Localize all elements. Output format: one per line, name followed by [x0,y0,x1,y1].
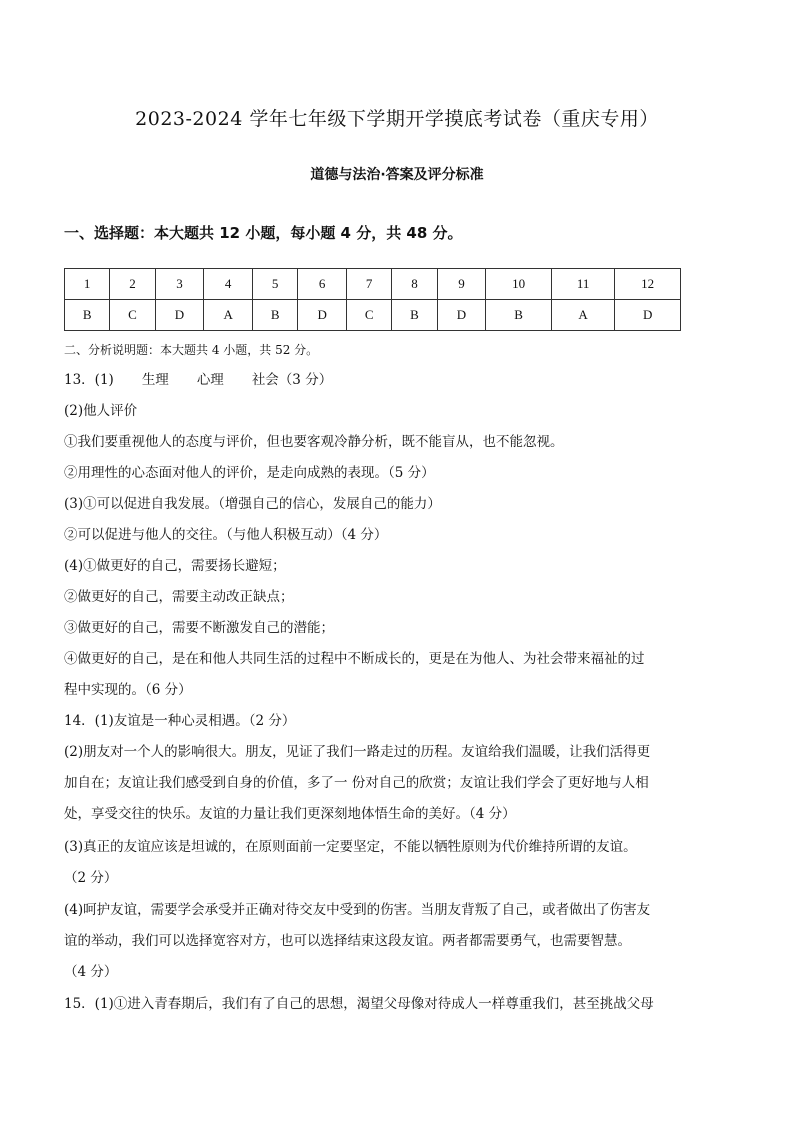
section-1-heading: 一、选择题：本大题共 12 小题，每小题 4 分，共 48 分。 [64,224,463,242]
question-number-cell: 9 [437,269,486,300]
table-row-numbers [65,269,681,300]
q14-part2-line: 处，享受交往的快乐。友谊的力量让我们更深刻地体悟生命的美好。（4 分） [64,806,516,822]
answer-cell: A [204,300,253,331]
answer-cell: B [486,300,552,331]
q13-part4-line: (4)①做更好的自己，需要扬长避短； [64,558,286,574]
answer-cell: B [253,300,298,331]
question-number-cell: 11 [551,269,614,300]
answer-table [64,268,681,331]
q13-part2-line: ②用理性的心态面对他人的评价，是走向成熟的表现。（5 分） [64,465,435,481]
section-2-heading: 二、分析说明题：本大题共 4 小题，共 52 分。 [64,343,319,357]
q13-answer-b: 心理 [196,372,224,388]
q13-label: 13．(1) [64,372,114,388]
answer-cell: C [110,300,155,331]
q13-part4-line: ③做更好的自己，需要不断激发自己的潜能； [64,620,334,636]
question-number-cell: 4 [204,269,253,300]
page-title: 2023-2024 学年七年级下学期开学摸底考试卷（重庆专用） [135,108,659,130]
page-subtitle: 道德与法治·答案及评分标准 [310,167,484,183]
question-number-cell: 10 [486,269,552,300]
question-number-cell: 7 [347,269,392,300]
q14-part4-line: 谊的举动，我们可以选择宽容对方，也可以选择结束这段友谊。两者都需要勇气，也需要智慧。 [64,933,631,949]
answer-cell: B [65,300,110,331]
answer-cell: D [155,300,204,331]
q14-part2-line: 加自在；友谊让我们感受到自身的价值，多了一 份对自己的欣赏；友谊让我们学会了更好地与人相 [64,775,649,791]
q13-part1 [64,370,684,390]
q13-part4-line: ②做更好的自己，需要主动改正缺点； [64,589,294,605]
answer-cell: C [347,300,392,331]
q15-part1-line: 15．(1)①进入青春期后，我们有了自己的思想，渴望父母像对待成人一样尊重我们，甚至挑战父母 [64,996,654,1012]
question-number-cell: 2 [110,269,155,300]
q14-part1: 14．(1)友谊是一种心灵相遇。（2 分） [64,713,296,729]
question-number-cell: 12 [615,269,681,300]
q13-answer-c: 社会（3 分） [251,372,333,388]
q14-part4-line: （4 分） [64,964,118,980]
q14-part2-line: (2)朋友对一个人的影响很大。朋友，见证了我们一路走过的历程。友谊给我们温暖，让我们活得更 [64,744,651,760]
question-number-cell: 8 [392,269,437,300]
answer-cell: B [392,300,437,331]
q14-part3-line: (3)真正的友谊应该是坦诚的，在原则面前一定要坚定，不能以牺牲原则为代价维持所谓的友谊。 [64,839,637,855]
answer-cell: A [551,300,614,331]
q14-part4-line: (4)呵护友谊，需要学会承受并正确对待交友中受到的伤害。当朋友背叛了自己，或者做出了伤害友 [64,902,651,918]
answer-cell: D [615,300,681,331]
table-row-answers [65,300,681,331]
q13-part3-line: (3)①可以促进自我发展。（增强自己的信心，发展自己的能力） [64,496,441,512]
question-number-cell: 6 [298,269,347,300]
q13-part2-line: ①我们要重视他人的态度与评价，但也要客观冷静分析，既不能盲从，也不能忽视。 [64,434,564,450]
q13-part2-title: (2)他人评价 [64,403,138,419]
answer-cell: D [298,300,347,331]
q13-part3-line: ②可以促进与他人的交往。（与他人积极互动）（4 分） [64,527,388,543]
q14-part3-line: （2 分） [64,870,118,886]
question-number-cell: 1 [65,269,110,300]
q13-part4-line: 程中实现的。（6 分） [64,682,192,698]
question-number-cell: 3 [155,269,204,300]
question-number-cell: 5 [253,269,298,300]
q13-answer-a: 生理 [141,372,169,388]
answer-cell: D [437,300,486,331]
q13-part4-line: ④做更好的自己，是在和他人共同生活的过程中不断成长的，更是在为他人、为社会带来福祉的过 [64,651,645,667]
